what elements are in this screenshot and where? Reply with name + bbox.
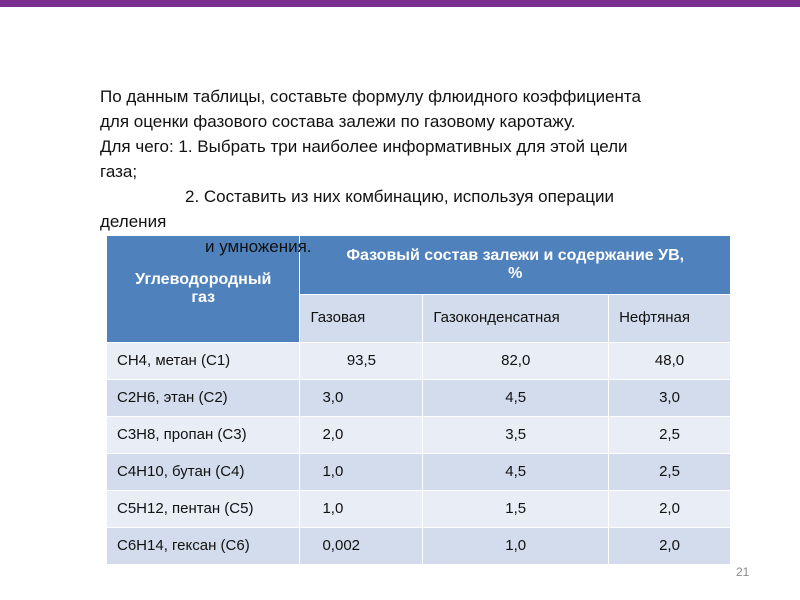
- table-row: [107, 342, 731, 379]
- cell-value: 4,5: [423, 453, 609, 490]
- instruction-line-2: для оценки фазового состава залежи по газовому каротажу.: [100, 112, 576, 131]
- instruction-line-3: Для чего: 1. Выбрать три наиболее информативных для этой цели: [100, 137, 628, 156]
- row-label: C5H12, пентан (С5): [107, 490, 300, 527]
- cell-value: 2,5: [609, 453, 731, 490]
- instruction-line-5: 2. Составить из них комбинацию, используя операции: [185, 187, 614, 206]
- row-label: C4H10, бутан (С4): [107, 453, 300, 490]
- instruction-overlap: [100, 234, 760, 259]
- cell-value: 1,5: [423, 490, 609, 527]
- task-instructions: [100, 84, 760, 234]
- cell-value: 3,0: [609, 379, 731, 416]
- page-number: 21: [736, 565, 750, 579]
- column-header-gas-condensate: Газоконденсатная: [423, 294, 609, 342]
- header-phase-composition: Фазовый состав залежи и содержание УВ, %: [300, 236, 731, 294]
- column-header-oil: Нефтяная: [609, 294, 731, 342]
- cell-value: 0,002: [300, 527, 423, 564]
- cell-value: 48,0: [609, 342, 731, 379]
- cell-value: 82,0: [423, 342, 609, 379]
- table-row: [107, 379, 731, 416]
- table-row: [107, 527, 731, 564]
- cell-value: 1,0: [300, 490, 423, 527]
- table-row: [107, 490, 731, 527]
- row-label: C6H14, гексан (С6): [107, 527, 300, 564]
- header-hydrocarbon-gas: Углеводородный газ: [107, 236, 300, 342]
- table-row: [107, 416, 731, 453]
- cell-value: 2,0: [300, 416, 423, 453]
- cell-value: 3,5: [423, 416, 609, 453]
- instruction-line-7: и умножения.: [205, 237, 312, 256]
- instruction-line-1: По данным таблицы, составьте формулу флюидного коэффициента: [100, 87, 641, 106]
- cell-value: 2,0: [609, 490, 731, 527]
- instruction-line-4: газа;: [100, 162, 138, 181]
- cell-value: 93,5: [300, 342, 423, 379]
- cell-value: 2,5: [609, 416, 731, 453]
- row-label: C3H8, пропан (С3): [107, 416, 300, 453]
- cell-value: 1,0: [300, 453, 423, 490]
- cell-value: 1,0: [423, 527, 609, 564]
- gas-composition-table: [107, 236, 731, 565]
- column-header-gas: Газовая: [300, 294, 423, 342]
- cell-value: 2,0: [609, 527, 731, 564]
- cell-value: 3,0: [300, 379, 423, 416]
- table-row: [107, 453, 731, 490]
- row-label: C2H6, этан (С2): [107, 379, 300, 416]
- instruction-line-6: деления: [100, 212, 167, 231]
- row-label: CH4, метан (С1): [107, 342, 300, 379]
- top-accent-bar: [0, 0, 800, 7]
- cell-value: 4,5: [423, 379, 609, 416]
